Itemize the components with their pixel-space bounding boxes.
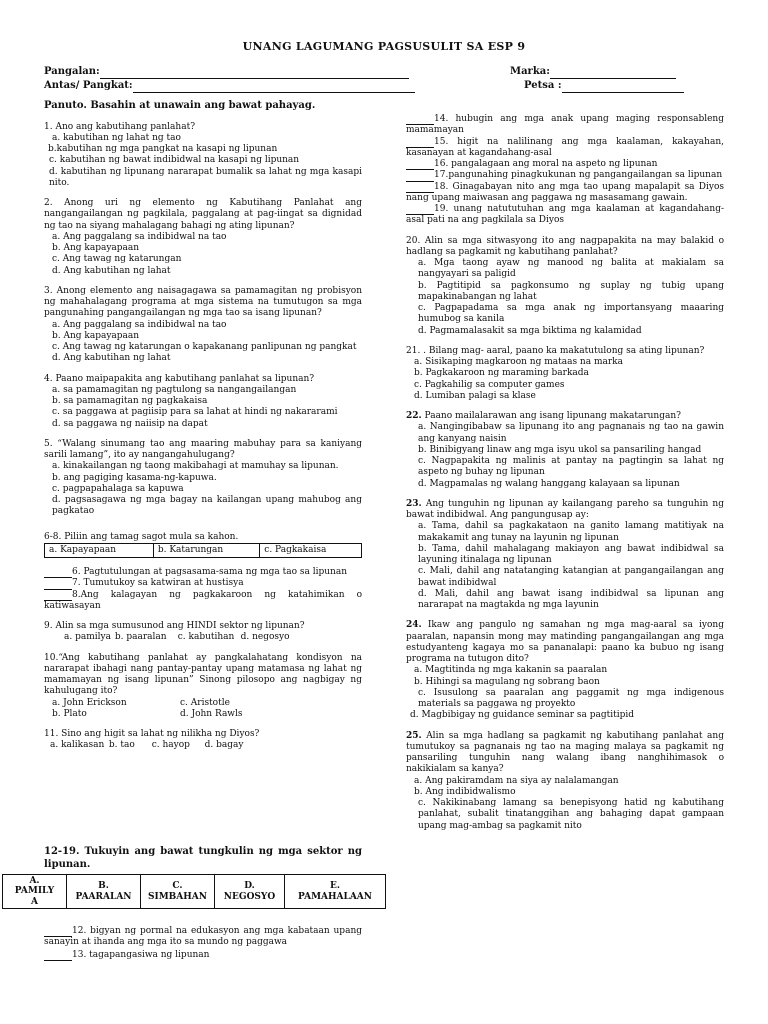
q1-option-b[interactable]: b.kabutihan ng mga pangkat na kasapi ng lipunan	[48, 144, 278, 154]
question-9: 9. Alin sa mga sumusunod ang HINDI sektor ng lipunan?	[44, 621, 305, 631]
sector-c: C. SIMBAHAN	[141, 875, 215, 909]
q11-option-d[interactable]: d. bagay	[204, 740, 244, 751]
question-13: 13. tagapangasiwa ng lipunan	[72, 950, 210, 960]
q9-option-b[interactable]: b. paaralan	[114, 632, 167, 643]
q25-option-a[interactable]: a. Ang pakiramdam na siya ay nalalamangan	[414, 775, 619, 786]
choice-c: c. Pagkakaisa	[260, 543, 362, 557]
question-14: 14. hubugin ang mga anak upang maging responsableng mamamayan	[406, 114, 724, 136]
q3-option-c[interactable]: c. Ang tawag ng katarungan o kapakanang panlipunan ng pangkat	[52, 342, 357, 352]
choice-a: a. Kapayapaan	[45, 543, 154, 557]
score-field-line[interactable]	[550, 69, 676, 79]
answer-blank-7[interactable]	[44, 581, 72, 590]
choice-b: b. Katarungan	[153, 543, 259, 557]
answer-blank-6[interactable]	[44, 569, 72, 578]
q9-option-d[interactable]: d. negosyo	[240, 632, 290, 643]
q4-option-a[interactable]: a. sa pamamagitan ng pagtulong sa nangangailangan	[52, 384, 297, 395]
question-19: 19. unang natututuhan ang mga kaalaman at kagandahang-asal pati na ang pagkilala sa Diyos	[406, 204, 724, 226]
question-6-8: 6-8. Piliin ang tamag sagot mula sa kahon.	[44, 531, 239, 542]
question-13-row	[44, 950, 362, 961]
sector-e: E. PAMAHALAAN	[285, 875, 386, 909]
q24-option-d[interactable]: d. Magbibigay ng guidance seminar sa pagtitipid	[410, 710, 634, 721]
q4-option-c[interactable]: c. sa paggawa at pagiisip para sa lahat at hindi ng nakararami	[52, 407, 338, 418]
q24-number: 24.	[406, 620, 422, 631]
q23-number: 23.	[406, 498, 422, 509]
question-25: Alin sa mga hadlang sa pagkamit ng kabutihang panlahat ang tumutukoy sa pagnanais ng tao na maging malaya sa pagkamit ng pansariling tunguhin nang walang ibang nanghihimasok o nakikialam sa kanya?	[406, 730, 724, 775]
answer-blank-16[interactable]	[406, 161, 434, 170]
question-10: 10.“Ang kabutihang panlahat ay pangkalahatang kondisyon na nararapat ibahagi nang pantay-pantay upang matamasa ng lahat ng mamamayan ng isang lipunan” Sinong pilosopo ang nagbigay ng kahulugang ito?	[44, 652, 362, 697]
q22-option-d[interactable]: d. Magpamalas ng walang hanggang kalayaan sa lipunan	[418, 478, 680, 489]
question-12: 12. bigyan ng pormal na edukasyon ang mga kabataan upang sanayin at ihanda ang mga ito sa mundo ng paggawa	[44, 926, 362, 948]
question-16: 16. pangalagaan ang moral na aspeto ng lipunan	[434, 159, 658, 169]
q20-option-a[interactable]: a. Mga taong ayaw ng manood ng balita at makialam sa nangyayari sa paligid	[418, 258, 724, 280]
question-4: 4. Paano maipapakita ang kabutihang panlahat sa lipunan?	[44, 373, 315, 384]
question-12-19-heading: 12-19. Tukuyin ang bawat tungkulin ng mga sektor ng lipunan.	[44, 846, 362, 870]
instructions: Panuto. Basahin at unawain ang bawat pahayag.	[44, 100, 316, 111]
q25-option-c[interactable]: c. Nakikinabang lamang sa benepisyong hatid ng kabutihang panlahat, subalit tinatanggihan ang bahaging dapat gampaan upang mag-ambag sa pagkamit nito	[418, 798, 724, 831]
q23-option-c[interactable]: c. Mali, dahil ang natatanging katangian at pangangailangan ang bawat indibidwal	[418, 566, 724, 588]
q2-option-c[interactable]: c. Ang tawag ng katarungan	[52, 254, 182, 265]
q23-option-a[interactable]: a. Tama, dahil sa pagkakataon na ganito lamang matitiyak na makakamit ang tunay na layunin ng lipunan	[418, 521, 724, 543]
answer-blank-14[interactable]	[406, 116, 434, 125]
score-label: Marka:	[510, 66, 550, 77]
q21-option-c[interactable]: c. Pagkahilig sa computer games	[414, 379, 565, 390]
section-label: Antas/ Pangkat:	[44, 80, 133, 91]
q9-option-a[interactable]: a. pamilya	[64, 632, 111, 643]
q2-option-d[interactable]: d. Ang kabutihan ng lahat	[52, 265, 171, 276]
q22-option-a[interactable]: a. Nangingibabaw sa lipunang ito ang pagnanais ng tao na gawin ang kanyang naisin	[418, 422, 724, 444]
q5-option-c[interactable]: c. pagpapahalaga sa kapuwa	[52, 483, 184, 494]
q1-option-a[interactable]: a. kabutihan ng lahat ng tao	[52, 132, 181, 143]
sector-b: B. PAARALAN	[67, 875, 141, 909]
q3-option-a[interactable]: a. Ang paggalang sa indibidwal na tao	[52, 319, 227, 330]
q9-option-c[interactable]: c. kabutihan	[177, 632, 235, 643]
question-23: Ang tunguhin ng lipunan ay kailangang pareho sa tunguhin ng bawat indibidwal. Ang pangungusap ay:	[406, 498, 724, 520]
q24-option-a[interactable]: a. Magtitinda ng mga kakanin sa paaralan	[414, 665, 608, 676]
q25-number: 25.	[406, 730, 422, 741]
date-label: Petsa :	[524, 80, 562, 91]
answer-blank-18[interactable]	[406, 184, 434, 193]
sector-d: D. NEGOSYO	[215, 875, 285, 909]
question-18: 18. Ginagabayan nito ang mga tao upang mapalapit sa Diyos nang upang maiwasan ang paggawa ng masasamang gawain.	[406, 181, 724, 203]
page-title: UNANG LAGUMANG PAGSUSULIT SA ESP 9	[242, 40, 526, 53]
question-17: 17.pangunahing pinagkukunan ng pangangailangan sa lipunan	[434, 170, 723, 181]
q21-option-b[interactable]: b. Pagkakaroon ng maraming barkada	[414, 368, 589, 379]
q4-option-b[interactable]: b. sa pamamagitan ng pagkakaisa	[52, 396, 208, 406]
name-field-line[interactable]	[100, 69, 409, 79]
question-11: 11. Sino ang higit sa lahat ng nilikha ng Diyos?	[44, 729, 260, 739]
q25-option-b[interactable]: b. Ang indibidwalismo	[414, 786, 516, 797]
q20-option-b[interactable]: b. Pagtitipid sa pagkonsumo ng suplay ng tubig upang mapakinabangan ng lahat	[418, 280, 724, 302]
date-field-line[interactable]	[562, 83, 684, 93]
q1-option-c[interactable]: c. kabutihan ng bawat indibidwal na kasapi ng lipunan	[49, 155, 300, 166]
question-15: 15. higit na nalilinang ang mga kaalaman, kakayahan, kasanayan at kagandahang-asal	[406, 136, 724, 158]
date-field-row	[524, 80, 684, 93]
q23-option-b[interactable]: b. Tama, dahil mahalagang makiayon ang bawat indibidwal sa layuning itinalaga ng lipunan	[418, 543, 724, 565]
question-3: 3. Anong elemento ang naisagagawa sa pamamagitan ng probisyon ng mahahalagang programa at mga sistema na tumutugon sa mga pangunahing pangangailangan ng mga tao sa isang lipunan?	[44, 285, 362, 319]
q3-option-b[interactable]: b. Ang kapayapaan	[52, 330, 140, 341]
q10-option-d[interactable]: d. John Rawls	[180, 708, 243, 719]
question-2: 2. Anong uri ng elemento ng Kabutihang Panlahat ang nangangailangan ng pagkilala, paggalang at pag-iingat sa dignidad ng tao na siyang mahalagang bahagi ng ating lipunan?	[44, 198, 362, 231]
sector-a: A. PAMILY A	[3, 875, 67, 909]
q10-option-c[interactable]: c. Aristotle	[180, 697, 230, 708]
answer-blank-19[interactable]	[406, 206, 434, 215]
q11-option-b[interactable]: b. tao	[108, 740, 135, 751]
left-column	[44, 100, 362, 752]
question-12-row	[44, 926, 362, 949]
q22-number: 22.	[406, 411, 422, 421]
q5-option-a[interactable]: a. kinakailangan ng taong makibahagi at mamuhay sa lipunan.	[52, 461, 339, 472]
answer-blank-17[interactable]	[406, 173, 434, 182]
sectors-table	[2, 874, 386, 909]
q10-option-b[interactable]: b. Plato	[52, 708, 87, 719]
answer-blank-13[interactable]	[44, 952, 72, 961]
answer-blank-15[interactable]	[406, 139, 434, 148]
question-5: 5. “Walang sinumang tao ang maaring mabuhay para sa kaniyang sarili lamang”, ito ay nangangahulugang?	[44, 438, 362, 460]
question-21: 21. . Bilang mag- aaral, paano ka makatutulong sa ating lipunan?	[406, 345, 705, 356]
q4-option-d[interactable]: d. sa paggawa ng naiisip na dapat	[52, 418, 208, 429]
question-1: 1. Ano ang kabutihang panlahat?	[44, 121, 196, 132]
q24-option-b[interactable]: b. Hihingi sa magulang ng sobrang baon	[414, 676, 600, 687]
q5-option-b[interactable]: b. ang pagiging kasama-ng-kapuwa.	[52, 472, 217, 483]
question-24: Ikaw ang pangulo ng samahan ng mga mag-aaral sa iyong paaralan, napansin mong may matinding pangangailangan ang mga estudyanteng kagaya mo sa pananalapi: paano ka bubuo ng isang programa na tutugon dito?	[406, 620, 724, 664]
question-7: 7. Tumutukoy sa katwiran at hustisya	[72, 578, 244, 589]
score-field-row	[510, 66, 676, 79]
name-field-row	[44, 66, 409, 79]
choices-box	[44, 543, 362, 558]
q11-option-c[interactable]: c. hayop	[151, 740, 190, 751]
q3-option-d[interactable]: d. Ang kabutihan ng lahat	[52, 353, 171, 364]
question-6: 6. Pagtutulungan at pagsasama-sama ng mga tao sa lipunan	[72, 567, 348, 577]
section-field-row	[44, 80, 415, 93]
right-column	[406, 114, 724, 832]
q23-option-d[interactable]: d. Mali, dahil ang bawat isang indibidwal sa lipunan ang nararapat na magtakda ng mga layunin	[418, 588, 724, 610]
q10-option-a[interactable]: a. John Erickson	[52, 697, 127, 708]
q20-option-d[interactable]: d. Pagmamalasakit sa mga biktima ng kalamidad	[418, 325, 642, 336]
question-22: Paano mailalarawan ang isang lipunang makatarungan?	[424, 411, 681, 421]
q22-option-b[interactable]: b. Binibigyang linaw ang mga isyu ukol sa pansariling hangad	[418, 444, 702, 455]
question-8: 8.Ang kalagayan ng pagkakaroon ng katahimikan o katiwasayan	[44, 589, 362, 611]
q11-option-a[interactable]: a. kalikasan	[50, 740, 105, 751]
answer-blank-8[interactable]	[44, 592, 72, 601]
q22-option-c[interactable]: c. Nagpapakita ng malinis at pantay na pagtingin sa lahat ng aspeto ng buhay ng lipunan	[418, 456, 724, 478]
q1-option-d[interactable]: d. kabutihan ng lipunang nararapat bumalik sa lahat ng mga kasapi nito.	[49, 166, 362, 188]
answer-blank-12[interactable]	[44, 928, 72, 937]
q2-option-a[interactable]: a. Ang paggalang sa indibidwal na tao	[52, 231, 227, 242]
section-field-line[interactable]	[133, 83, 415, 93]
q5-option-d[interactable]: d. pagsasagawa ng mga bagay na kailangan upang mahubog ang pagkatao	[52, 495, 362, 517]
q21-option-d[interactable]: d. Lumiban palagi sa klase	[414, 390, 536, 401]
q24-option-c[interactable]: c. Isusulong sa paaralan ang paggamit ng mga indigenous materials sa paggawa ng proyekto	[418, 687, 724, 709]
q21-option-a[interactable]: a. Sisikaping magkaroon ng mataas na marka	[414, 357, 623, 367]
name-label: Pangalan:	[44, 66, 100, 77]
question-20: 20. Alin sa mga sitwasyong ito ang nagpapakita na may balakid o hadlang sa pagkamit ng kabutihang panlahat?	[406, 235, 724, 257]
q2-option-b[interactable]: b. Ang kapayapaan	[52, 243, 140, 253]
q20-option-c[interactable]: c. Pagpapadama sa mga anak ng importansyang maaaring humubog sa kanila	[418, 303, 724, 325]
